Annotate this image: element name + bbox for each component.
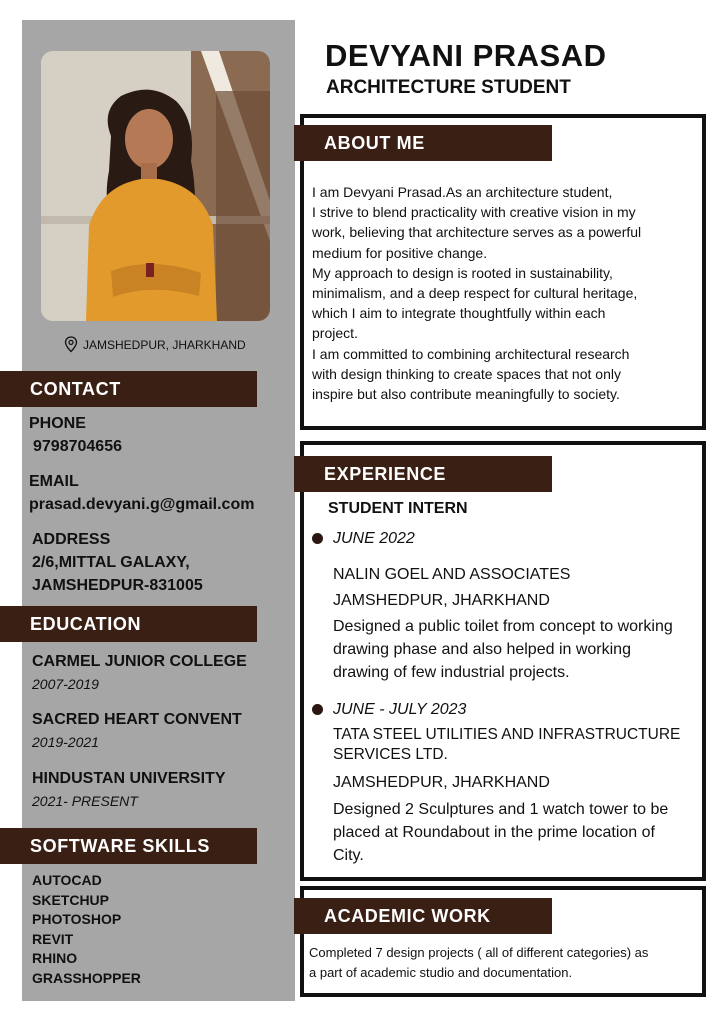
about-line: My approach to design is rooted in sustainability,: [312, 264, 613, 281]
profile-photo: [41, 51, 270, 321]
address-label: ADDRESS: [32, 531, 111, 548]
about-line: I am committed to combining architectural research: [312, 345, 630, 362]
phone-label: PHONE: [29, 415, 86, 432]
location-line: [64, 336, 246, 353]
company-line: TATA STEEL UTILITIES AND INFRASTRUCTURE: [333, 726, 681, 743]
experience-date: JUNE - JULY 2023: [333, 701, 467, 718]
academic-line: Completed 7 design projects ( all of different categories) as: [309, 945, 649, 960]
map-pin-icon: [64, 336, 78, 353]
experience-description: [333, 798, 698, 867]
education-years: 2019-2021: [32, 734, 99, 750]
address-line-1: 2/6,MITTAL GALAXY,: [32, 554, 190, 571]
about-line: which I aim to integrate thoughtfully within each: [312, 305, 606, 322]
address-line-2: JAMSHEDPUR-831005: [32, 577, 203, 594]
academic-text: [309, 943, 699, 983]
software-skills-heading: SOFTWARE SKILLS: [0, 828, 257, 864]
education-school: HINDUSTAN UNIVERSITY: [32, 770, 226, 787]
education-school: SACRED HEART CONVENT: [32, 711, 242, 728]
timeline-bullet: [312, 533, 323, 544]
description-line: drawing phase and also helped in working: [333, 641, 631, 658]
description-line: City.: [333, 847, 364, 864]
education-years: 2007-2019: [32, 676, 99, 692]
about-line: inspire but also contribute meaningfully to society.: [312, 386, 620, 403]
education-school: CARMEL JUNIOR COLLEGE: [32, 653, 247, 670]
email-value: prasad.devyani.g@gmail.com: [29, 496, 255, 513]
about-line: I strive to blend practicality with creative vision in my: [312, 204, 636, 221]
location-text: JAMSHEDPUR, JHARKHAND: [83, 337, 246, 352]
email-label: EMAIL: [29, 473, 79, 490]
experience-description: [333, 615, 698, 684]
skill-item: REVIT: [32, 930, 74, 947]
skill-item: AUTOCAD: [32, 872, 102, 888]
experience-company: [333, 725, 680, 765]
person-role: ARCHITECTURE STUDENT: [326, 77, 571, 98]
academic-heading: ACADEMIC WORK: [294, 898, 552, 934]
description-line: Designed 2 Sculptures and 1 watch tower to be: [333, 801, 669, 818]
about-line: minimalism, and a deep respect for cultural heritage,: [312, 285, 638, 302]
education-years: 2021- PRESENT: [32, 793, 138, 809]
experience-date: JUNE 2022: [333, 530, 415, 547]
skill-item: PHOTOSHOP: [32, 911, 122, 927]
about-line: medium for positive change.: [312, 244, 488, 261]
about-text: [312, 182, 696, 404]
experience-position: STUDENT INTERN: [328, 500, 468, 517]
skill-item: RHINO: [32, 950, 78, 966]
timeline-bullet: [312, 704, 323, 715]
experience-heading: EXPERIENCE: [294, 456, 552, 492]
company-line: SERVICES LTD.: [333, 746, 448, 763]
experience-company: NALIN GOEL AND ASSOCIATES: [333, 566, 571, 583]
education-heading: EDUCATION: [0, 606, 257, 642]
about-line: project.: [312, 325, 358, 342]
about-line: with design thinking to create spaces that not only: [312, 365, 621, 382]
skill-item: SKETCHUP: [32, 891, 110, 908]
phone-value: 9798704656: [33, 438, 122, 455]
academic-line: a part of academic studio and documentation.: [309, 965, 573, 980]
description-line: Designed a public toilet from concept to working: [333, 618, 673, 635]
about-heading: ABOUT ME: [294, 125, 552, 161]
contact-heading: CONTACT: [0, 371, 257, 407]
description-line: placed at Roundabout in the prime location of: [333, 824, 655, 841]
about-line: I am Devyani Prasad.As an architecture student,: [312, 184, 613, 200]
about-line: work, believing that architecture serves as a powerful: [312, 224, 642, 241]
skills-list: [32, 871, 141, 988]
experience-location: JAMSHEDPUR, JHARKHAND: [333, 774, 550, 791]
experience-location: JAMSHEDPUR, JHARKHAND: [333, 592, 550, 609]
description-line: drawing of few industrial projects.: [333, 664, 570, 681]
skill-item: GRASSHOPPER: [32, 969, 141, 986]
person-name: DEVYANI PRASAD: [325, 38, 607, 73]
